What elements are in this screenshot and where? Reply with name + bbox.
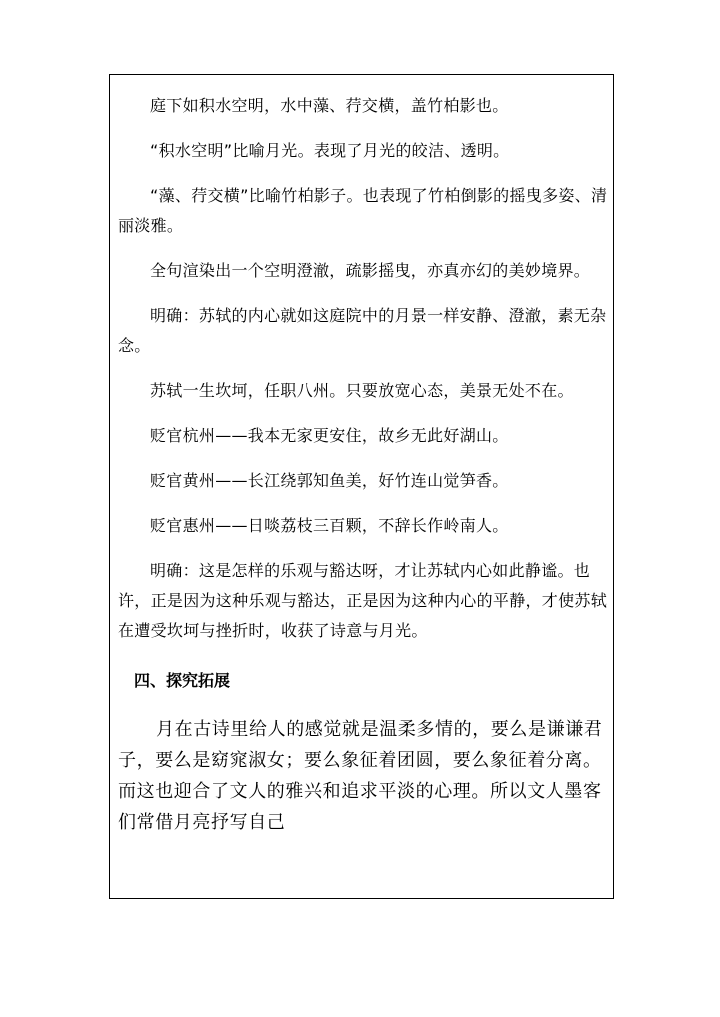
paragraph-huangzhou: 贬官黄州——长江绕郭知鱼美，好竹连山觉笋香。	[150, 471, 509, 490]
paragraph-moon-in-poetry: 月在古诗里给人的感觉就是温柔多情的，要么是谦谦君子，要么是窈窕淑女；要么象征着团圆，要么象征着分离。而这也迎合了文人的雅兴和追求平淡的心理。所以文人墨客们常借月亮抒写自己	[118, 719, 603, 833]
document-table-cell	[109, 74, 614, 899]
paragraph-huizhou: 贬官惠州——日啖荔枝三百颗，不辞长作岭南人。	[150, 516, 509, 535]
paragraph-scene-summary: 全句渲染出一个空明澄澈，疏影摇曳，亦真亦幻的美妙境界。	[150, 261, 591, 280]
paragraph-conclusion-inner-peace: 明确：苏轼的内心就如这庭院中的月景一样安静、澄澈，素无杂念。	[118, 306, 607, 355]
section-heading: 四、探究拓展	[134, 671, 231, 690]
paragraph-hangzhou: 贬官杭州——我本无家更安住，故乡无此好湖山。	[150, 426, 509, 445]
paragraph-eight-posts: 苏轼一生坎坷，任职八州。只要放宽心态，美景无处不在。	[150, 381, 574, 400]
paragraph-shadow-metaphor: “藻、荇交横”比喻竹柏影子。也表现了竹柏倒影的摇曳多姿、清丽淡雅。	[118, 186, 608, 235]
paragraph-conclusion-optimism: 明确：这是怎样的乐观与豁达呀，才让苏轼内心如此静谧。也许，正是因为这种乐观与豁达，正是因为这种内心的平静，才使苏轼在遭受坎坷与挫折时，收获了诗意与月光。	[118, 561, 608, 640]
document-body	[118, 91, 608, 838]
paragraph-courtyard-quote: 庭下如积水空明，水中藻、荇交横，盖竹柏影也。	[150, 96, 509, 115]
paragraph-moonlight-metaphor: “积水空明”比喻月光。表现了月光的皎洁、透明。	[150, 141, 510, 160]
